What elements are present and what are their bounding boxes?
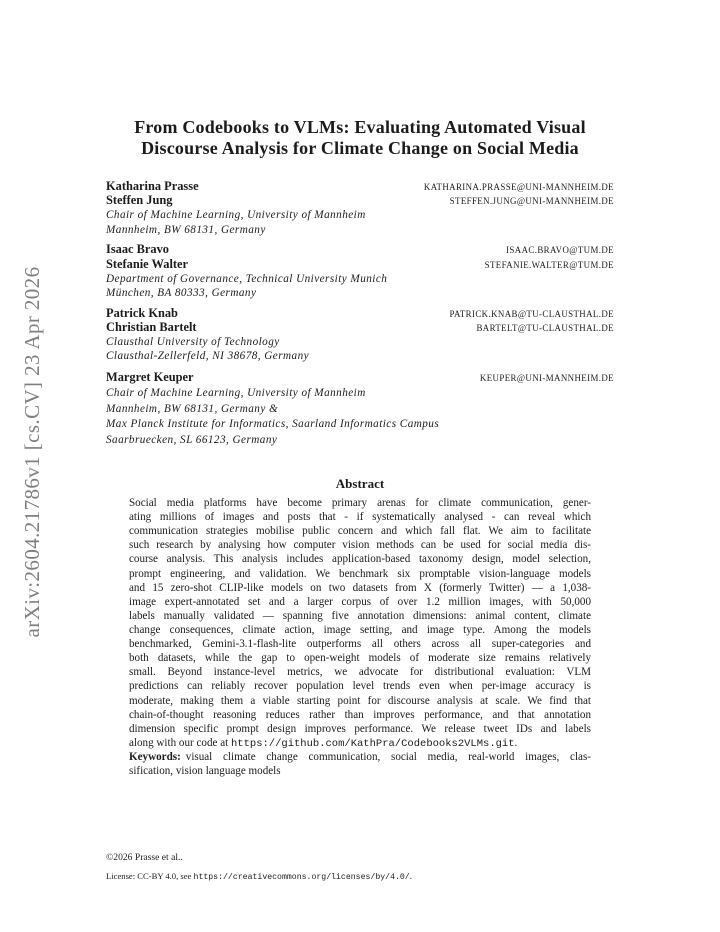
paper-title <box>0 117 720 159</box>
abstract-line: prompt engineering, and validation. We benchmark six promptable vision-language models <box>129 567 591 580</box>
abstract-last-line <box>129 736 591 750</box>
author-name: Steffen Jung <box>106 192 173 207</box>
author-name: Stefanie Walter <box>106 256 189 271</box>
author-email: ISAAC.BRAVO@TUM.DE <box>506 244 614 255</box>
license-link[interactable]: https://creativecommons.org/licenses/by/4.0/ <box>193 873 410 882</box>
author-row <box>106 370 614 384</box>
author-row <box>106 257 614 271</box>
affiliation-line: Mannheim, BW 68131, Germany & <box>106 402 279 415</box>
affiliation-line: Clausthal University of Technology <box>106 335 280 348</box>
author-row <box>106 306 614 320</box>
author-email: KATHARINA.PRASSE@UNI-MANNHEIM.DE <box>423 182 614 192</box>
affiliation-line: Department of Governance, Technical University Munich <box>106 272 388 285</box>
abstract-heading: Abstract <box>335 476 385 491</box>
abstract-body <box>129 496 591 778</box>
affiliation-line: Clausthal-Zellerfeld, NI 38678, Germany <box>106 349 310 362</box>
abstract-line: course analysis. This analysis includes application-based taxonomy design, model selection, <box>129 553 591 566</box>
keywords-line: sification, vision language models <box>129 765 281 778</box>
author-email: KEUPER@UNI-MANNHEIM.DE <box>479 373 614 383</box>
abstract-last-line-end: . <box>514 736 518 749</box>
abstract-last-line-text: along with our code at <box>129 736 229 749</box>
author-row <box>106 242 614 256</box>
abstract-line: both datasets, while the gap to open-weight models of moderate size remains relatively <box>129 652 591 665</box>
affiliation-line: Max Planck Institute for Informatics, Saarland Informatics Campus <box>106 418 440 430</box>
author-email: STEFANIE.WALTER@TUM.DE <box>484 259 614 270</box>
author-name: Isaac Bravo <box>106 241 169 256</box>
keywords-label: Keywords: <box>129 750 181 763</box>
arxiv-stamp: arXiv:2604.21786v1 [cs.CV] 23 Apr 2026 <box>20 266 44 638</box>
affiliation-line: Chair of Machine Learning, University of Mannheim <box>106 209 366 221</box>
author-row <box>106 179 614 193</box>
title-line: Discourse Analysis for Climate Change on Social Media <box>141 138 579 158</box>
affiliation-line: München, BA 80333, Germany <box>106 287 257 299</box>
abstract-line: and 15 zero-shot CLIP-like models on two datasets from X (formerly Twitter) — a 1,038- <box>129 581 591 594</box>
author-row <box>106 193 614 207</box>
license-text: License: CC-BY 4.0, see <box>106 871 192 881</box>
abstract-line: Social media platforms have become primary arenas for climate communication, gener- <box>129 497 591 509</box>
author-email: STEFFEN.JUNG@UNI-MANNHEIM.DE <box>449 195 614 206</box>
author-email: PATRICK.KNAB@TU-CLAUSTHAL.DE <box>449 308 614 319</box>
affiliation-line: Mannheim, BW 68131, Germany <box>106 223 266 236</box>
abstract-line: small. Beyond instance-level metrics, we advocate for distributional evaluation: VLM <box>129 666 591 679</box>
abstract-line: such research by analysing how computer vision methods can be used for social media dis- <box>129 539 591 552</box>
copyright-notice: ©2026 Prasse et al.. <box>106 852 183 863</box>
keywords-line <box>129 750 591 764</box>
abstract-line: chain-of-thought reasoning reduces rather than improves performance, and that annotation <box>129 708 591 721</box>
abstract-line: image expert-annotated set and a larger corpus of over 1.2 million images, with 50,000 <box>129 595 591 608</box>
keywords-text: visual climate change communication, social media, real-world images, clas- <box>185 750 591 763</box>
abstract-line: change consequences, climate action, image setting, and image type. Among the models <box>129 623 591 636</box>
author-name: Margret Keuper <box>106 370 194 384</box>
abstract-line: benchmarked, Gemini-3.1-flash-lite outperforms all others across all super-categories and <box>129 638 591 651</box>
license-end: . <box>409 871 412 881</box>
abstract-line: dimension specific prompt design improves performance. We release tweet IDs and labels <box>129 722 591 735</box>
title-line: From Codebooks to VLMs: Evaluating Automated Visual <box>134 117 586 137</box>
author-name: Christian Bartelt <box>106 320 197 334</box>
author-name: Katharina Prasse <box>106 179 199 193</box>
license-notice <box>106 870 412 884</box>
author-email: BARTELT@TU-CLAUSTHAL.DE <box>476 323 614 333</box>
code-repository-link[interactable]: https://github.com/KathPra/Codebooks2VLMs.git <box>230 737 515 750</box>
abstract-line: predictions can reliably recover population level trends even when per-image accuracy is <box>129 680 591 693</box>
abstract-line: communication strategies mobilise public concern and which fall flat. We aim to facilitate <box>129 525 591 538</box>
abstract-line: moderate, making them a viable starting point for discourse analysis at scale. We find that <box>129 694 591 707</box>
author-name: Patrick Knab <box>106 305 178 320</box>
affiliation-line: Chair of Machine Learning, University of Mannheim <box>106 387 366 399</box>
affiliation-line: Saarbruecken, SL 66123, Germany <box>106 434 278 446</box>
abstract-line: ating millions of images and posts that - if systematically analysed - can reveal which <box>129 511 591 524</box>
author-row <box>106 320 614 334</box>
abstract-line: labels manually validated — spanning five annotation dimensions: animal content, climate <box>129 609 591 622</box>
